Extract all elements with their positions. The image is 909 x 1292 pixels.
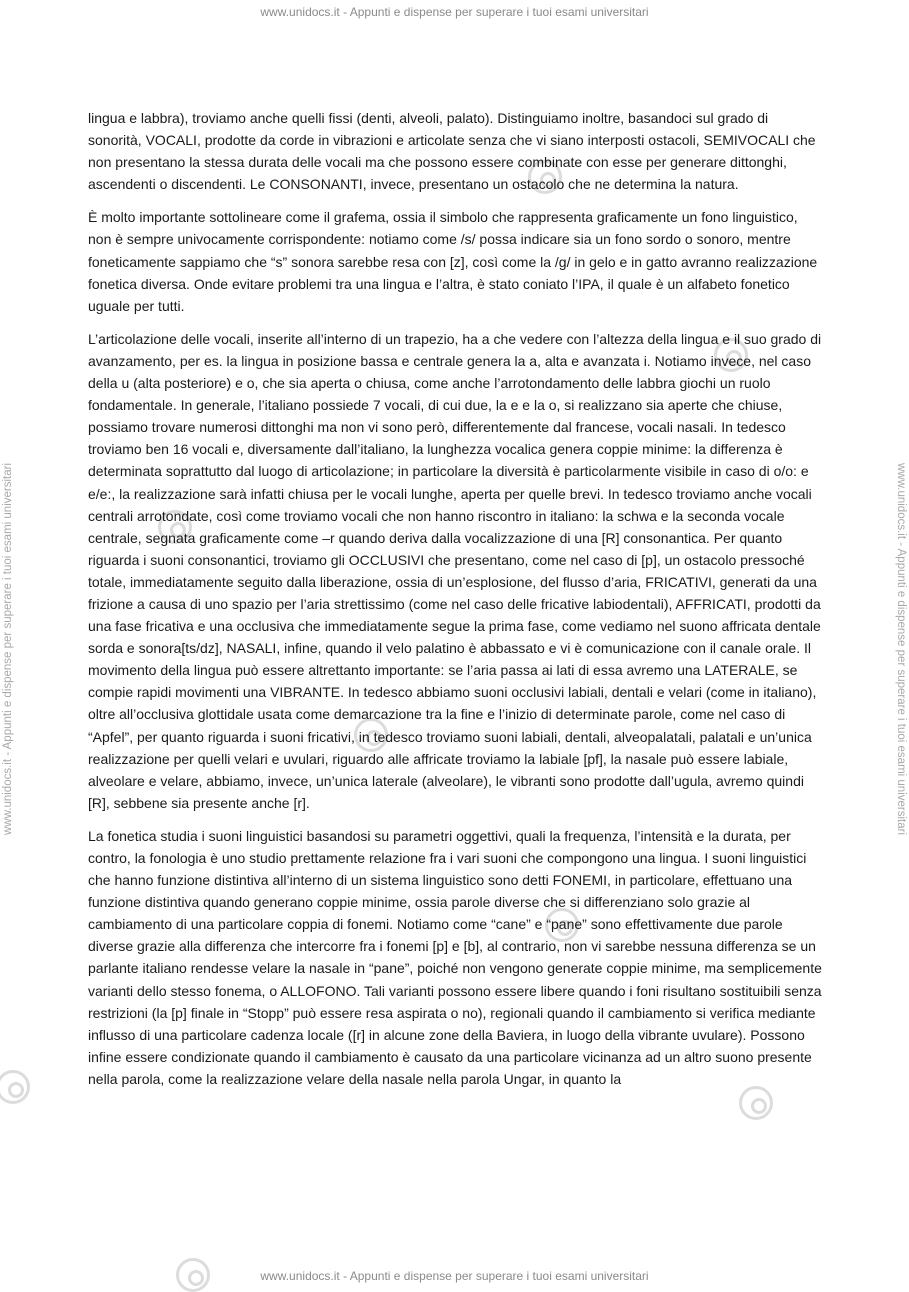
footer-watermark: www.unidocs.it - Appunti e dispense per superare i tuoi esami universitari: [260, 1269, 649, 1283]
right-margin-watermark: www.unidocs.it - Appunti e dispense per superare i tuoi esami universitari: [895, 462, 907, 836]
paragraph: lingua e labbra), troviamo anche quelli fissi (denti, alveoli, palato). Distinguiamo inoltre, basandoci sul grado di sonorità, VOCALI, prodotte da corde in vibrazioni e articolate senza che vi siano interposti ostacoli, SEMIVOCALI che non presentano la stessa durata delle vocali ma che possono essere combinate con esse per generare dittonghi, ascendenti o discendenti. Le CONSONANTI, invece, presentano un ostacolo che ne determina la natura.: [88, 110, 816, 193]
paragraph: La fonetica studia i suoni linguistici basandosi su parametri oggettivi, quali la frequenza, l’intensità e la durata, per contro, la fonologia è uno studio prettamente relazione fra i vari suoni che compongono una lingua. I suoni linguistici che hanno funzione distintiva all’interno di un sistema linguistico sono detti FONEMI, in particolare, effettuano una funzione distintiva quando generano coppie minime, ossia parole diverse che si differenziano solo grazie al cambiamento di una particolare coppia di fonemi. Notiamo come “cane” e “pane” sono effettivamente due parole diverse grazie alla differenza che intercorre fra i fonemi [p] e [b], al contrario, non vi sarebbe nessuna differenza se un parlante italiano rendesse velare la nasale in “pane”, poiché non vengono generate coppie minime, ma semplicemente varianti dello stesso fonema, o ALLOFONO. Tali varianti possono essere libere quando i foni risultano sostituibili senza restrizioni (la [p] finale in “Stopp” può essere resa aspirata o no), regionali quando il cambiamento si verifica mediante influsso di una particolare cadenza locale ([r] in alcune zone della Baviera, in luogo della vibrante uvulare). Possono infine essere condizionate quando il cambiamento è causato da una particolare vicinanza ad un altro suono presente nella parola, come la realizzazione velare della nasale nella parola Ungar, in quanto la: [88, 827, 822, 1087]
document-body: [88, 107, 824, 1101]
left-margin-watermark: www.unidocs.it - Appunti e dispense per superare i tuoi esami universitari: [2, 462, 14, 836]
header-watermark: www.unidocs.it - Appunti e dispense per superare i tuoi esami universitari: [260, 5, 649, 19]
paragraph: È molto importante sottolineare come il grafema, ossia il simbolo che rappresenta graficamente un fono linguistico, non è sempre univocamente corrispondente: notiamo come /s/ possa indicare sia un fono sordo o sonoro, mentre foneticamente sappiamo che “s” sonora sarebbe resa con [z], così come la /g/ in gelo e in gatto avranno realizzazione fonetica diversa. Onde evitare problemi tra una lingua e l’altra, è stato coniato l’IPA, il quale è un alfabeto fonetico uguale per tutti.: [88, 209, 818, 314]
paragraph: L’articolazione delle vocali, inserite all’interno di un trapezio, ha a che vedere con l’altezza della lingua e il suo grado di avanzamento, per es. la lingua in posizione bassa e centrale genera la a, alta e avanzata i. Notiamo invece, nel caso della u (alta posteriore) e o, che sia aperta o chiusa, come anche l’arrotondamento delle labbra giochi un ruolo fondamentale. In generale, l’italiano possiede 7 vocali, di cui due, la e e la o, si realizzano sia aperte che chiuse, possiamo trovare numerosi dittonghi ma non vi sono però, differentemente dal francese, vocali nasali. In tedesco troviamo ben 16 vocali e, diversamente dall’italiano, la lunghezza vocalica genera coppie minime: la differenza è determinata soprattutto dal luogo di articolazione; in particolare la diversità è particolarmente visibile in caso di o/o: e e/e:, la realizzazione sarà infatti chiusa per le vocali lunghe, aperta per quelle brevi. In tedesco troviamo anche vocali centrali arrotondate, così come troviamo vocali che non hanno riscontro in italiano: la schwa e la seconda vocale centrale, segnata graficamente come –r quando deriva dalla vocalizzazione di una [R] consonantica. Per quanto riguarda i suoni consonantici, troviamo gli OCCLUSIVI che presentano, come nel caso di [p], un ostacolo pressoché totale, immediatamente seguito dalla liberazione, ossia di un’esplosione, del flusso d’aria, FRICATIVI, generati da una frizione a causa di uno spazio per l’aria strettissimo (come nel caso delle fricative labiodentali), AFFRICATI, prodotti da una fase fricativa e una occlusiva che immediatamente segue la prima fase, come vediamo nel suono affricata dentale sorda e sonora[ts/dz], NASALI, infine, quando il velo palatino è abbassato e vi è comunicazione con il canale orale. Il movimento della lingua può essere altrettanto importante: se l’aria passa ai lati di essa avremo una LATERALE, se compie rapidi movimenti una VIBRANTE. In tedesco abbiamo suoni occlusivi labiali, dentali e velari (come in italiano), oltre all’occlusiva glottidale usata come demarcazione tra la fine e l’inizio di determinate parole, come nel caso di “Apfel”, per quanto riguarda i suoni fricativi, in tedesco troviamo suoni labiali, dentali, alveopalatali, palatali e un’unica realizzazione per quelli velari e uvulari, riguardo alle affricate troviamo la labiale [pf], la nasale può essere labiale, alveolare e velare, abbiamo, invece, un’unica laterale (alveolare), le vibranti sono prodotte dall’ugula, avremo quindi [R], sebbene sia presente anche [r].: [88, 330, 822, 811]
